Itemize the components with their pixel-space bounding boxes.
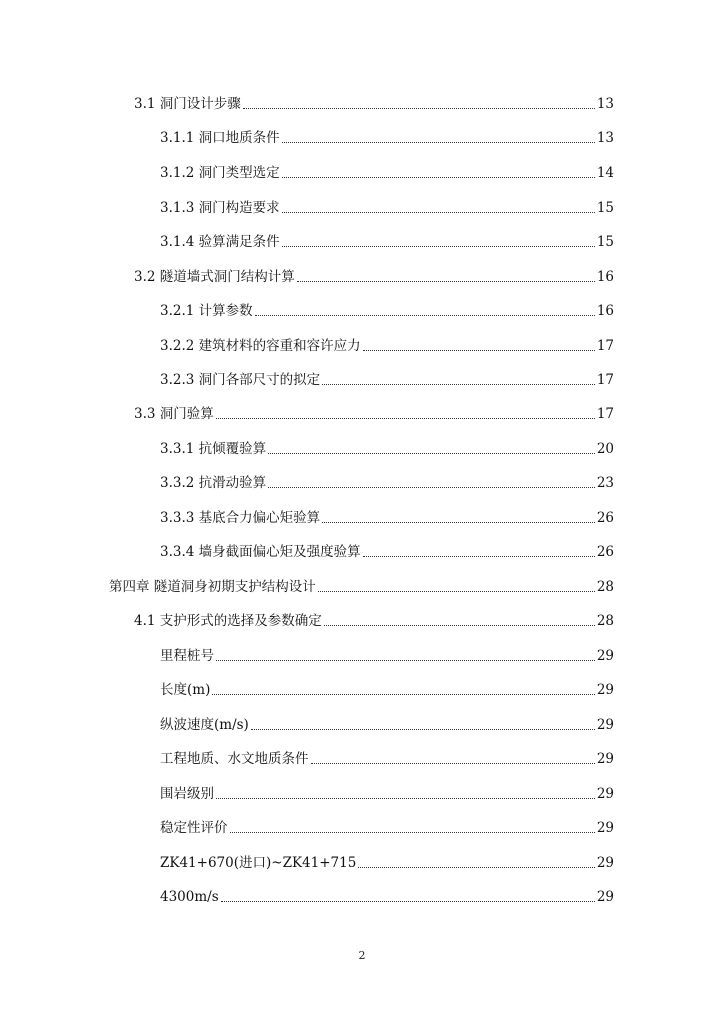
dot-leader [322, 384, 595, 385]
toc-entry-page: 29 [596, 751, 614, 767]
toc-entry-label: 4300m/s [160, 889, 219, 905]
toc-entry-label: ZK41+670(进口)~ZK41+715 [160, 855, 357, 871]
toc-entry[interactable] [160, 784, 614, 804]
toc-entry-page: 29 [596, 786, 614, 802]
dot-leader [216, 798, 595, 799]
toc-entry-label: 长度(m) [160, 682, 211, 698]
dot-leader [358, 867, 595, 868]
toc-entry-label: 3.3.3 基底合力偏心矩验算 [160, 510, 321, 526]
toc-entry[interactable] [160, 198, 614, 218]
dot-leader [212, 694, 594, 695]
toc-entry[interactable] [160, 301, 614, 321]
dot-leader [230, 832, 595, 833]
toc-entry-label: 3.2.2 建筑材料的容重和容许应力 [160, 338, 361, 354]
toc-entry[interactable] [160, 508, 614, 528]
toc-entry[interactable] [160, 370, 614, 390]
toc-entry-page: 15 [596, 200, 614, 216]
toc-entry-page: 14 [596, 165, 614, 181]
toc-entry-label: 3.3.2 抗滑动验算 [160, 475, 267, 491]
toc-entry[interactable] [160, 749, 614, 769]
toc-entry-label: 3.1.1 洞口地质条件 [160, 130, 280, 146]
dot-leader [268, 487, 595, 488]
toc-entry[interactable] [160, 232, 614, 252]
toc-entry-page: 16 [596, 269, 614, 285]
toc-entry-label: 3.2 隧道墙式洞门结构计算 [134, 269, 295, 285]
toc-entry-page: 17 [596, 372, 614, 388]
toc-entry-label: 第四章 隧道洞身初期支护结构设计 [109, 579, 316, 595]
toc-entry-label: 纵波速度(m/s) [160, 717, 249, 733]
toc-entry[interactable] [160, 336, 614, 356]
dot-leader [282, 212, 595, 213]
toc-entry-label: 3.1 洞门设计步骤 [134, 96, 241, 112]
toc-entry-label: 里程桩号 [160, 648, 214, 664]
toc-entry-page: 29 [596, 717, 614, 733]
toc-entry-label: 3.3.1 抗倾覆验算 [160, 441, 267, 457]
toc-entry[interactable] [134, 611, 614, 631]
toc-entry-page: 29 [596, 889, 614, 905]
toc-entry-page: 13 [596, 130, 614, 146]
dot-leader [243, 108, 595, 109]
dot-leader [318, 591, 595, 592]
toc-entry[interactable] [160, 680, 614, 700]
toc-entry-label: 3.3 洞门验算 [134, 406, 214, 422]
toc-entry[interactable] [160, 473, 614, 493]
dot-leader [322, 522, 595, 523]
toc-entry-page: 29 [596, 648, 614, 664]
toc-entry[interactable] [160, 542, 614, 562]
toc-entry-label: 3.2.1 计算参数 [160, 303, 253, 319]
toc-entry-page: 29 [596, 820, 614, 836]
toc-entry-label: 3.3.4 墙身截面偏心矩及强度验算 [160, 544, 361, 560]
toc-entry-page: 26 [596, 544, 614, 560]
dot-leader [221, 901, 595, 902]
toc-entry-page: 16 [596, 303, 614, 319]
toc-entry[interactable] [160, 646, 614, 666]
toc-entry-label: 3.2.3 洞门各部尺寸的拟定 [160, 372, 321, 388]
toc-entry[interactable] [134, 267, 614, 287]
toc-entry-label: 3.1.2 洞门类型选定 [160, 165, 280, 181]
toc-entry-page: 28 [596, 613, 614, 629]
toc-entry-label: 4.1 支护形式的选择及参数确定 [134, 613, 322, 629]
dot-leader [216, 418, 595, 419]
dot-leader [268, 453, 595, 454]
toc-entry-page: 29 [596, 682, 614, 698]
page-number: 2 [358, 949, 366, 962]
toc-entry-page: 15 [596, 234, 614, 250]
dot-leader [216, 660, 595, 661]
toc-entry-page: 23 [596, 475, 614, 491]
toc-entry-page: 29 [596, 855, 614, 871]
dot-leader [282, 142, 595, 143]
toc-entry[interactable] [160, 853, 614, 873]
toc-entry[interactable] [160, 715, 614, 735]
dot-leader [255, 315, 595, 316]
toc-entry-label: 3.1.3 洞门构造要求 [160, 200, 280, 216]
dot-leader [311, 763, 595, 764]
dot-leader [282, 246, 595, 247]
toc-entry-label: 3.1.4 验算满足条件 [160, 234, 280, 250]
dot-leader [297, 281, 595, 282]
toc-entry-label: 工程地质、水文地质条件 [160, 751, 309, 767]
toc-entry[interactable] [160, 818, 614, 838]
toc-entry[interactable] [160, 128, 614, 148]
toc-entry[interactable] [160, 887, 614, 907]
toc-entry[interactable] [134, 94, 614, 114]
toc-entry-label: 围岩级别 [160, 786, 214, 802]
dot-leader [282, 177, 595, 178]
dot-leader [324, 625, 595, 626]
dot-leader [251, 729, 595, 730]
toc-entry[interactable] [160, 439, 614, 459]
toc-entry-page: 13 [596, 96, 614, 112]
dot-leader [363, 556, 595, 557]
dot-leader [363, 350, 595, 351]
toc-entry-label: 稳定性评价 [160, 820, 228, 836]
toc-entry[interactable] [134, 404, 614, 424]
toc-entry-page: 17 [596, 406, 614, 422]
toc-entry[interactable] [160, 163, 614, 183]
toc-entry-page: 28 [596, 579, 614, 595]
toc-entry-page: 17 [596, 338, 614, 354]
toc-entry-page: 26 [596, 510, 614, 526]
toc-entry-page: 20 [596, 441, 614, 457]
toc-entry[interactable] [109, 577, 614, 597]
